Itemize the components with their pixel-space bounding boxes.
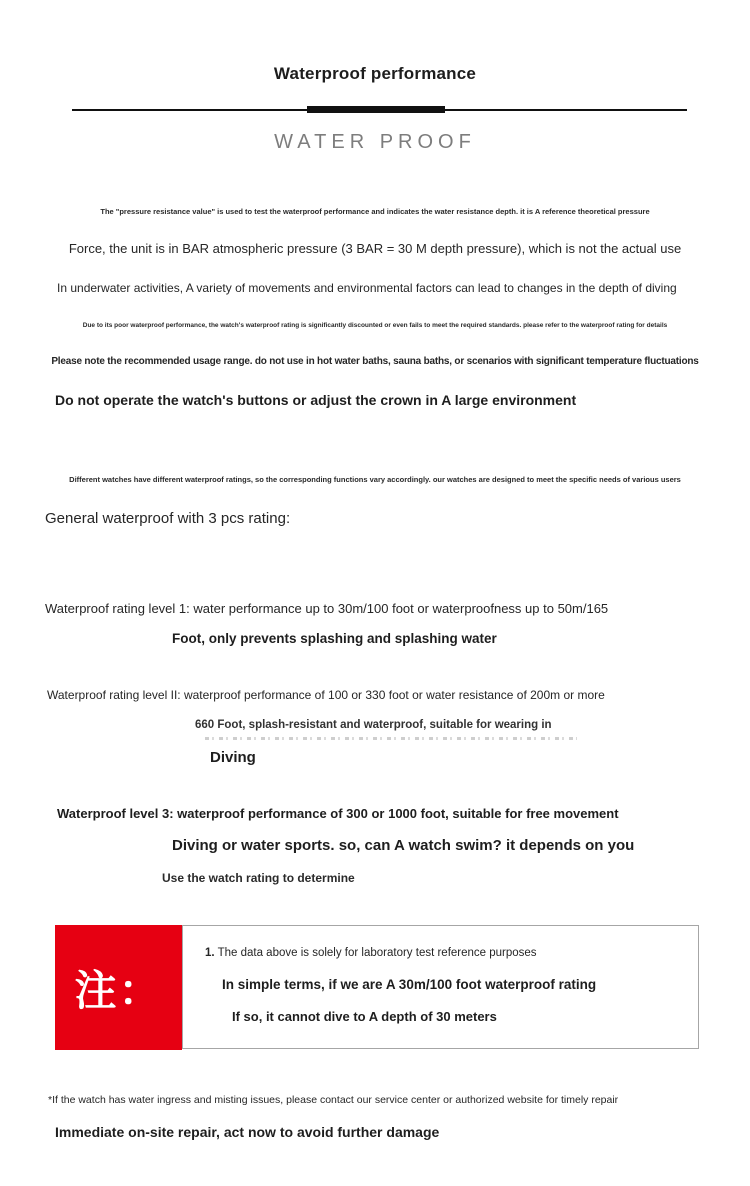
page-title: Waterproof performance <box>273 64 477 83</box>
note-red-badge <box>55 925 182 1050</box>
intro-pressure-value-text: The "pressure resistance value" is used to test the waterproof performance and indicates the water resistance depth. it is A reference theoretical pressure <box>100 207 650 216</box>
rating-level3-line2: Diving or water sports. so, can A watch swim? it depends on you <box>172 837 635 854</box>
rating-level3-line3: Use the watch rating to determine <box>162 871 355 885</box>
divider-accent-bar <box>307 106 445 113</box>
rating-level1-line2: Foot, only prevents splashing and splashing water <box>172 631 497 646</box>
rating-level2-line3: Diving <box>210 749 256 766</box>
page-subtitle: WATER PROOF <box>274 131 476 153</box>
clipped-text-remnant <box>205 737 577 740</box>
note-line3: If so, it cannot dive to A depth of 30 meters <box>232 1009 497 1024</box>
ratings-intro-text: Different watches have different waterproof ratings, so the corresponding functions vary accordingly. our watches are designed to meet the specific needs of various users <box>69 475 681 484</box>
note-label: 注： <box>74 966 163 1014</box>
intro-usage-range-text: Please note the recommended usage range. do not use in hot water baths, sauna baths, or scenarios with significant temperature fluctuations <box>51 356 699 367</box>
footer-repair-text: Immediate on-site repair, act now to avoid further damage <box>55 1124 440 1140</box>
ratings-heading: General waterproof with 3 pcs rating: <box>45 510 291 527</box>
note-item1-number: 1. <box>205 947 215 959</box>
intro-bar-pressure-text: Force, the unit is in BAR atmospheric pressure (3 BAR = 30 M depth pressure), which is not the actual use <box>68 241 682 256</box>
note-item1-text: The data above is solely for laboratory test reference purposes <box>214 947 537 959</box>
note-item1 <box>205 947 537 961</box>
intro-poor-performance-text: Due to its poor waterproof performance, the watch's waterproof rating is significantly discounted or even fails to meet the required standards. please refer to the waterproof rating for details <box>82 322 668 329</box>
note-line2: In simple terms, if we are A 30m/100 foot waterproof rating <box>222 977 597 992</box>
footer-service-text: *If the watch has water ingress and misting issues, please contact our service center or authorized website for timely repair <box>48 1094 619 1106</box>
rating-level1-line1: Waterproof rating level 1: water performance up to 30m/100 foot or waterproofness up to 50m/165 <box>45 601 609 616</box>
rating-level3-line1: Waterproof level 3: waterproof performance of 300 or 1000 foot, suitable for free movement <box>57 806 619 821</box>
rating-level2-line2: 660 Foot, splash-resistant and waterproof, suitable for wearing in <box>195 719 552 731</box>
intro-do-not-operate-text: Do not operate the watch's buttons or adjust the crown in A large environment <box>55 392 577 408</box>
intro-underwater-activities-text: In underwater activities, A variety of movements and environmental factors can lead to changes in the depth of diving <box>57 281 677 295</box>
rating-level2-line1: Waterproof rating level II: waterproof performance of 100 or 330 foot or water resistance of 200m or more <box>47 688 605 702</box>
